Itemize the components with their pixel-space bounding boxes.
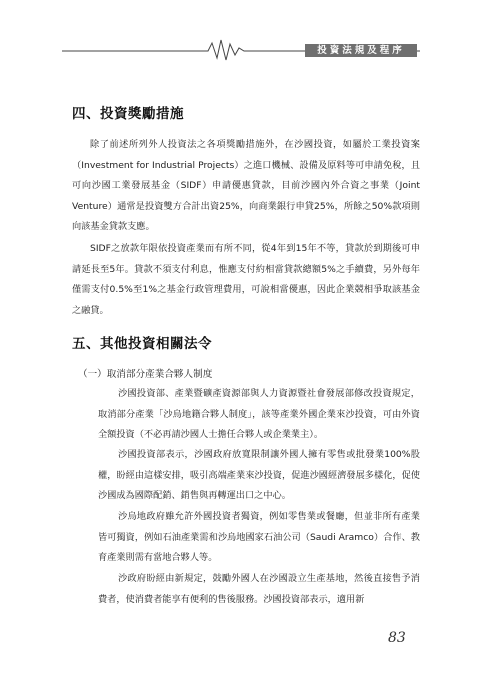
header-section-tab: 投資法規及程序 xyxy=(305,44,417,57)
section4-paragraph-2: SIDF之放款年限依投資產業而有所不同，從4年到15年不等，貸款於到期後可申請延長至5年。貸款不須支付利息，惟應支付約相當貸款總額5%之手續費，另外每年僅需支付0.5%至1%之基金行政管理費用，可說相當優惠，因此企業競相爭取該基金之融貸。 xyxy=(72,243,420,316)
section5-paragraph-3: 沙烏地政府雖允許外國投資者獨資，例如零售業或餐廳，但並非所有產業皆可獨資，例如石油產業需和沙烏地國家石油公司（Saudi Aramco）合作、教育產業則需有當地合夥人等。 xyxy=(98,511,420,564)
page-header xyxy=(0,0,480,70)
section5-paragraph-2: 沙國投資部表示，沙國政府放寬限制讓外國人擁有零售或批發業100%股權，盼經由這樣安排，吸引高端產業來沙投資，促進沙國經濟發展多樣化，促使沙國成為國際配銷、銷售與再轉運出口之中心。 xyxy=(98,449,420,502)
header-rule-ekg-line xyxy=(0,0,480,70)
section5-heading: 五、其他投資相關法令 xyxy=(72,336,212,352)
section4-heading: 四、投資獎勵措施 xyxy=(72,106,184,122)
page-number: 83 xyxy=(388,630,406,646)
section5-subheading: （一）取消部分產業合夥人制度 xyxy=(78,369,213,380)
section4-paragraph-1: 除了前述所列外人投資法之各項獎勵措施外，在沙國投資，如屬於工業投資案（Investment for Industrial Projects）之進口機械、設備及原料等可申請免稅，且可向沙國工業發展基金（SIDF）申請優惠貸款，目前沙國內外合資之事業（Joint Venture）通常是投資雙方合計出資25%，向商業銀行申貸25%，所餘之50%款項則向該基金貸款支應。 xyxy=(72,139,420,233)
section5-paragraph-4: 沙政府盼經由新規定，鼓勵外國人在沙國設立生產基地，然後直接售予消費者，使消費者能享有便利的售後服務。沙國投資部表示，適用新 xyxy=(98,573,420,605)
section5-paragraph-1: 沙國投資部、產業暨礦產資源部與人力資源暨社會發展部修改投資規定，取消部分產業「沙烏地籍合夥人制度」，該等產業外國企業來沙投資，可由外資全額投資（不必再請沙國人士擔任合夥人或企業業主）。 xyxy=(98,388,420,441)
